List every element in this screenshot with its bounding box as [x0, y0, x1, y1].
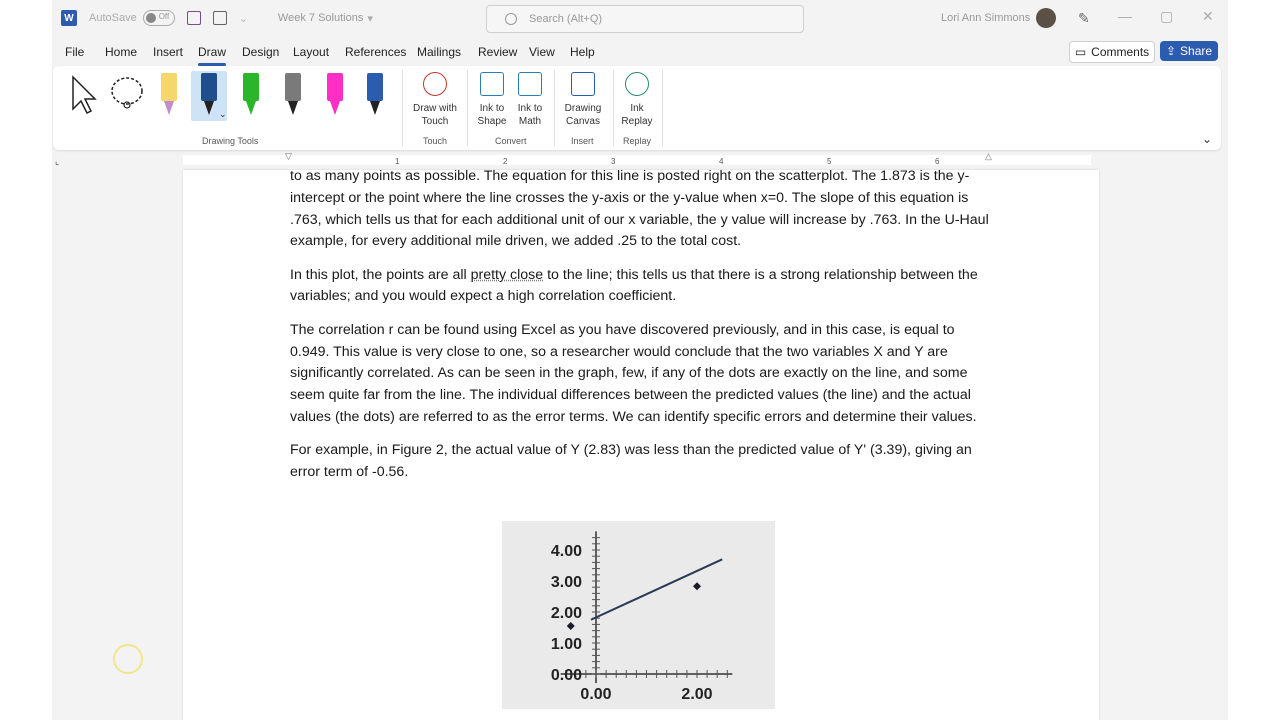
drawing-tools-label: Drawing Tools — [202, 136, 259, 146]
divider — [554, 70, 555, 146]
minimize-icon[interactable]: — — [1118, 8, 1132, 24]
maximize-icon[interactable]: ▢ — [1160, 8, 1174, 24]
comments-icon: ▭ — [1074, 45, 1087, 59]
scatterplot-figure[interactable] — [502, 521, 775, 709]
draw-with-touch-button[interactable] — [410, 72, 460, 128]
toggle-knob — [146, 13, 156, 23]
ink-to-math-icon — [518, 72, 542, 96]
paragraph[interactable]: The correlation r can be found using Excel as you have discovered previously, and in this case, is equal to 0.949. This value is very close to one, so a researcher would conclude that the two variables X and Y are significantly correlated. As can be seen in the graph, few, if any of the dots are exactly on the line, and some seem quite far from the line. The individual differences between the predicted values (the line) and the actual values (the dots) are referred to as the error terms. We can identify specific errors and determine their values. — [290, 321, 977, 425]
ruler-number: 1 — [395, 157, 400, 166]
left-margin — [0, 0, 52, 720]
lasso-tool[interactable] — [109, 71, 145, 121]
ruler-number: 5 — [827, 157, 832, 166]
x-tick-label: 2.00 — [681, 686, 713, 703]
document-page[interactable] — [183, 170, 1099, 720]
highlighter-icon — [327, 73, 343, 101]
touch-group-label: Touch — [423, 136, 448, 146]
scatterplot-chart — [502, 521, 775, 709]
ruler — [52, 152, 1228, 166]
document-body[interactable] — [290, 166, 994, 495]
autosave-toggle[interactable] — [143, 10, 175, 26]
paragraph[interactable]: to as many points as possible. The equation for this line is posted right on the scatterplot. The 1.873 is the y-intercept or the point where the line crosses the y-axis or the y-value when x=0. The slope of this equation is .763, which tells us that for each additional unit of our x variable, the y value will increase by .763. In the U-Haul example, for every additional mile driven, we added .25 to the total cost. — [290, 168, 989, 250]
paragraph-text: In this plot, the points are all — [290, 266, 471, 283]
divider — [662, 70, 663, 146]
lasso-icon — [109, 71, 149, 121]
convert-group-label: Convert — [495, 136, 527, 146]
divider — [613, 70, 614, 146]
pen-tip — [204, 101, 214, 115]
tab-design[interactable]: Design — [242, 45, 280, 59]
pen-icon — [243, 73, 259, 101]
ruler-number: 6 — [935, 157, 940, 166]
save-icon[interactable] — [187, 11, 201, 25]
data-point — [567, 622, 575, 630]
collapse-ribbon-icon[interactable]: ⌄ — [1202, 132, 1213, 146]
highlighter-icon — [161, 73, 177, 101]
paragraph[interactable]: For example, in Figure 2, the actual value of Y (2.83) was less than the predicted value of Y' (3.39), giving an error term of -0.56. — [290, 442, 972, 481]
pen-tip — [288, 101, 298, 115]
paragraph-text: to the line; this tells us that there is a strong relationship between the variables; and you would expect a high correlation coefficient. — [290, 266, 978, 305]
left-indent-marker[interactable]: ▽ — [285, 151, 292, 161]
tab-insert[interactable]: Insert — [153, 45, 184, 59]
tab-review[interactable]: Review — [478, 45, 518, 59]
replay-icon — [625, 72, 649, 96]
share-label: Share — [1180, 44, 1213, 58]
pen-icon — [201, 73, 217, 101]
search-icon — [505, 13, 517, 25]
tab-view[interactable]: View — [529, 45, 555, 59]
ruler-track[interactable] — [183, 151, 1091, 166]
ink-to-shape-icon — [480, 72, 504, 96]
paragraph[interactable] — [290, 265, 994, 309]
draw-with-touch-line2: Touch — [421, 116, 449, 127]
divider — [467, 70, 468, 146]
share-button[interactable] — [1160, 41, 1218, 61]
tab-mailings[interactable]: Mailings — [417, 45, 462, 59]
pen-gray[interactable] — [275, 71, 311, 121]
tab-draw[interactable]: Draw — [198, 45, 227, 59]
comments-button[interactable] — [1069, 41, 1155, 63]
tab-layout[interactable]: Layout — [293, 45, 330, 59]
comments-label: Comments — [1091, 45, 1150, 59]
y-tick-label: 3.00 — [550, 574, 582, 591]
insert-group-label: Insert — [571, 136, 594, 146]
ink-replay-button[interactable] — [619, 72, 655, 128]
avatar[interactable] — [1036, 8, 1056, 28]
pen-icon[interactable]: ✎ — [1078, 10, 1090, 26]
user-name[interactable]: Lori Ann Simmons — [941, 12, 1031, 24]
ink-replay-line1: Ink — [630, 103, 644, 114]
x-tick-label: 0.00 — [580, 686, 612, 703]
close-icon[interactable]: ✕ — [1202, 8, 1214, 24]
ink-to-math-line1: Ink to — [517, 103, 543, 114]
search-box[interactable] — [486, 5, 804, 33]
drawing-canvas-line1: Drawing — [564, 103, 602, 114]
share-icon: ⇪ — [1165, 44, 1177, 58]
draw-with-touch-line1: Draw with — [413, 103, 457, 114]
ruler-number: 4 — [719, 157, 724, 166]
ink-to-shape-line1: Ink to — [479, 103, 505, 114]
ink-replay-line2: Replay — [621, 116, 653, 127]
menu-bar — [52, 40, 1228, 64]
ink-to-math-button[interactable] — [512, 72, 548, 128]
pen-pink[interactable] — [317, 71, 353, 121]
word-logo-icon: W — [61, 10, 77, 26]
ruler-number: 2 — [503, 157, 508, 166]
drawing-canvas-line2: Canvas — [566, 116, 600, 127]
pen-icon — [285, 73, 301, 101]
pen-yellow[interactable] — [151, 71, 187, 121]
replay-group-label: Replay — [623, 136, 652, 146]
mouse-cursor-highlight — [113, 644, 143, 674]
y-tick-label: 1.00 — [550, 636, 582, 653]
tab-file[interactable]: File — [65, 45, 85, 59]
tab-selector-icon[interactable]: ⌞ — [55, 156, 60, 166]
select-tool[interactable] — [67, 71, 103, 121]
tab-home[interactable]: Home — [105, 45, 138, 59]
tab-references[interactable]: References — [345, 45, 407, 59]
pen-tip — [330, 101, 340, 115]
tab-help[interactable]: Help — [570, 45, 595, 59]
ink-to-shape-button[interactable] — [474, 72, 510, 128]
touch-hand-icon — [423, 72, 447, 96]
pointer-icon — [67, 71, 103, 121]
search-placeholder: Search (Alt+Q) — [529, 13, 603, 25]
galaxy-pen-icon — [367, 73, 383, 101]
ink-to-shape-line2: Shape — [477, 116, 507, 127]
pen-green[interactable] — [233, 71, 269, 121]
y-tick-label: 0.00 — [550, 667, 582, 684]
pen-tip — [246, 101, 256, 115]
y-tick-label: 2.00 — [550, 605, 582, 622]
ribbon — [53, 66, 1221, 150]
grammar-suggestion[interactable]: pretty close — [470, 266, 544, 283]
pen-tip — [370, 101, 380, 115]
document-title[interactable]: Week 7 Solutions — [277, 12, 364, 24]
ink-to-math-line2: Math — [518, 116, 542, 127]
pen-dark-blue[interactable] — [191, 71, 227, 121]
chevron-down-icon[interactable]: ▾ — [367, 12, 373, 25]
ruler-number: 3 — [611, 157, 616, 166]
drawing-canvas-icon — [571, 72, 595, 96]
autosave-state: Off — [158, 12, 170, 21]
y-tick-label: 4.00 — [550, 543, 582, 560]
chevron-down-icon[interactable]: ⌄ — [219, 109, 227, 119]
pen-sparkle[interactable] — [357, 71, 393, 121]
data-point — [693, 582, 701, 590]
customize-toolbar-icon[interactable]: ⌄ — [238, 12, 248, 25]
word-window — [52, 0, 1228, 720]
drawing-canvas-button[interactable] — [560, 72, 606, 128]
right-indent-marker[interactable]: △ — [985, 151, 992, 161]
right-margin — [1228, 0, 1280, 720]
new-document-icon[interactable] — [213, 11, 227, 25]
autosave-label: AutoSave — [89, 12, 137, 24]
divider — [402, 70, 403, 146]
regression-line — [591, 559, 722, 619]
pen-tip — [164, 101, 174, 115]
